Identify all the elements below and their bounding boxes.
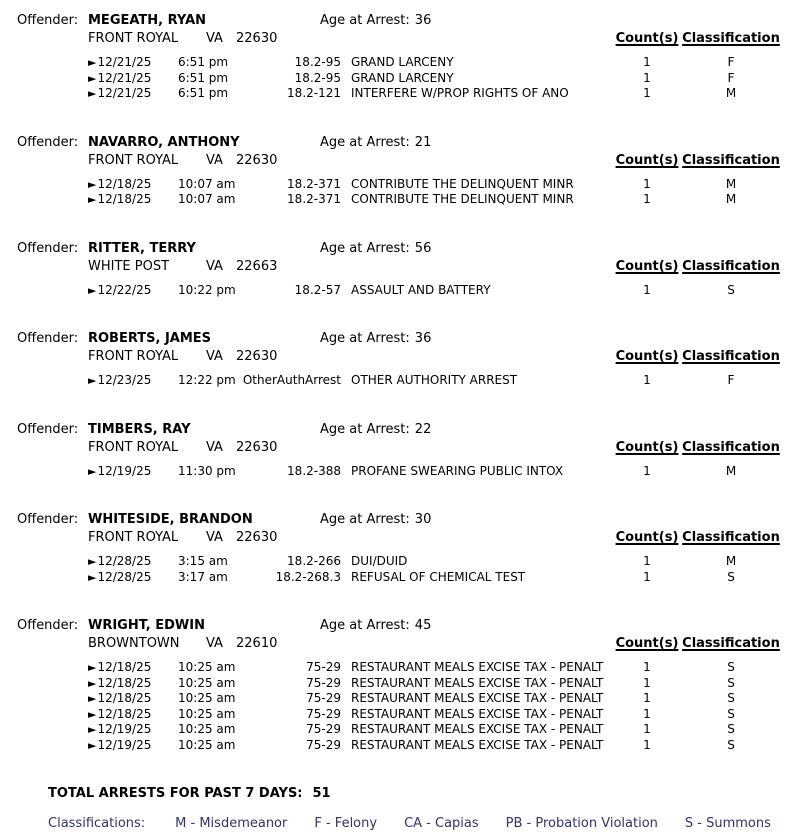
arrest-classification: F xyxy=(727,373,735,387)
offense-code: 18.2-268.3 xyxy=(275,569,341,584)
offense-description: RESTAURANT MEALS EXCISE TAX - PENALT xyxy=(351,691,604,705)
offense-description: GRAND LARCENY xyxy=(351,55,454,69)
arrest-date: 12/19/25 xyxy=(97,463,152,478)
arrest-count: 1 xyxy=(643,569,651,584)
arrest-marker-icon: ► xyxy=(88,56,97,69)
offense-description: ASSAULT AND BATTERY xyxy=(351,282,491,297)
arrest-row xyxy=(0,71,780,87)
arrest-count: 1 xyxy=(643,86,651,100)
arrest-classification: M xyxy=(725,176,737,191)
age-at-arrest-label: Age at Arrest: xyxy=(320,512,410,527)
arrest-marker-icon: ► xyxy=(88,193,97,206)
offense-description: DUI/DUID xyxy=(351,554,408,568)
arrest-date: 12/21/25 xyxy=(97,55,152,69)
offender-city: BROWNTOWN xyxy=(88,636,180,651)
arrest-marker-icon: ► xyxy=(88,738,97,752)
arrest-rows xyxy=(0,177,800,208)
arrest-date: 12/18/25 xyxy=(97,660,152,674)
arrest-date: 12/21/25 xyxy=(97,86,152,100)
arrest-date-cell xyxy=(88,707,170,723)
age-at-arrest-label: Age at Arrest: xyxy=(320,134,410,150)
offender-label: Offender: xyxy=(17,421,79,437)
age-at-arrest-value: 36 xyxy=(414,13,432,28)
arrest-time: 10:25 am xyxy=(178,675,236,690)
arrest-time: 6:51 pm xyxy=(178,55,229,69)
arrest-count: 1 xyxy=(643,722,651,736)
offender-header-line xyxy=(0,512,800,530)
arrest-classification: S xyxy=(727,675,735,690)
total-arrests-label: TOTAL ARRESTS FOR PAST 7 DAYS: xyxy=(48,786,303,801)
arrest-classification: M xyxy=(725,192,737,206)
offender-address-line xyxy=(0,636,780,655)
arrest-classification: F xyxy=(727,55,735,69)
offense-description: REFUSAL OF CHEMICAL TEST xyxy=(351,569,526,584)
arrest-row xyxy=(0,676,780,692)
offender-label: Offender: xyxy=(17,134,79,150)
offense-code: 18.2-371 xyxy=(287,192,341,206)
arrest-marker-icon: ► xyxy=(88,283,97,297)
offender-state: VA xyxy=(206,152,223,168)
offense-description: RESTAURANT MEALS EXCISE TAX - PENALT xyxy=(351,675,604,690)
arrest-date-cell xyxy=(88,86,170,102)
arrest-classification: F xyxy=(727,70,735,85)
arrest-date-cell xyxy=(88,554,170,570)
offender-address-line xyxy=(0,153,780,172)
age-at-arrest-label: Age at Arrest: xyxy=(320,331,410,346)
offender-name: ROBERTS, JAMES xyxy=(88,331,212,346)
arrest-date: 12/18/25 xyxy=(97,675,152,690)
classification-column-header: Classification xyxy=(682,439,780,455)
offense-description: INTERFERE W/PROP RIGHTS OF ANO xyxy=(351,86,569,100)
age-at-arrest-value: 56 xyxy=(414,240,432,256)
arrest-row xyxy=(0,192,780,208)
offense-description: CONTRIBUTE THE DELINQUENT MINR xyxy=(351,192,574,206)
arrest-classification: M xyxy=(725,86,737,100)
arrest-date-cell xyxy=(88,722,170,738)
offender-block xyxy=(0,135,800,208)
arrest-date: 12/18/25 xyxy=(97,706,152,721)
arrest-row xyxy=(0,464,780,480)
arrest-date-cell xyxy=(88,192,170,208)
arrest-classification: S xyxy=(727,660,735,674)
offender-city: FRONT ROYAL xyxy=(88,31,179,46)
offender-name: TIMBERS, RAY xyxy=(88,421,191,437)
offense-description: GRAND LARCENY xyxy=(351,70,454,85)
offense-code: 18.2-57 xyxy=(294,282,341,297)
arrest-row xyxy=(0,373,780,389)
offense-code: OtherAuthArrest xyxy=(242,373,341,387)
arrest-classification: S xyxy=(727,737,735,752)
age-at-arrest-value: 45 xyxy=(414,618,432,633)
offender-header-line xyxy=(0,331,800,349)
legend-item: CA - Capias xyxy=(404,816,479,831)
arrest-marker-icon: ► xyxy=(88,723,97,736)
legend-item: PB - Probation Violation xyxy=(505,816,658,831)
arrest-row xyxy=(0,55,780,71)
arrest-time: 10:25 am xyxy=(178,660,236,674)
counts-column-header: Count(s) xyxy=(615,258,679,274)
arrest-row xyxy=(0,554,780,570)
offense-description: RESTAURANT MEALS EXCISE TAX - PENALT xyxy=(351,722,604,736)
offender-label: Offender: xyxy=(17,240,79,256)
arrest-date-cell xyxy=(88,177,170,193)
arrest-time: 10:25 am xyxy=(178,691,236,705)
counts-column-header: Count(s) xyxy=(615,636,679,651)
arrest-date: 12/18/25 xyxy=(97,691,152,705)
classification-column-header: Classification xyxy=(682,152,780,168)
classification-column-header: Classification xyxy=(682,636,780,651)
arrest-date-cell xyxy=(88,71,170,87)
legend-item: F - Felony xyxy=(314,816,378,831)
arrest-count: 1 xyxy=(643,660,651,674)
arrest-classification: S xyxy=(727,282,735,297)
arrest-date: 12/23/25 xyxy=(97,373,152,387)
offender-zip: 22630 xyxy=(236,439,278,455)
offense-description: RESTAURANT MEALS EXCISE TAX - PENALT xyxy=(351,737,604,752)
arrest-count: 1 xyxy=(643,675,651,690)
arrest-marker-icon: ► xyxy=(88,707,97,721)
arrest-date-cell xyxy=(88,373,170,389)
arrest-count: 1 xyxy=(643,70,651,85)
age-at-arrest-value: 36 xyxy=(414,331,432,346)
offender-block xyxy=(0,331,800,389)
offender-state: VA xyxy=(206,31,223,46)
arrest-classification: S xyxy=(727,706,735,721)
arrest-classification: S xyxy=(727,691,735,705)
arrest-row xyxy=(0,707,780,723)
offender-block xyxy=(0,241,800,299)
total-arrests-value: 51 xyxy=(312,786,331,801)
arrest-row xyxy=(0,691,780,707)
arrest-rows xyxy=(0,554,800,585)
arrest-date-cell xyxy=(88,283,170,299)
age-at-arrest-label: Age at Arrest: xyxy=(320,13,410,28)
offense-description: RESTAURANT MEALS EXCISE TAX - PENALT xyxy=(351,706,604,721)
arrest-row xyxy=(0,738,780,754)
offender-name: NAVARRO, ANTHONY xyxy=(88,134,240,150)
arrest-date-cell xyxy=(88,464,170,480)
arrest-date-cell xyxy=(88,55,170,71)
offender-list xyxy=(0,13,800,753)
offense-description: RESTAURANT MEALS EXCISE TAX - PENALT xyxy=(351,660,604,674)
age-at-arrest-label: Age at Arrest: xyxy=(320,618,410,633)
offender-block xyxy=(0,422,800,480)
offender-state: VA xyxy=(206,636,223,651)
arrest-date: 12/21/25 xyxy=(97,70,152,85)
offender-city: FRONT ROYAL xyxy=(88,530,179,545)
offender-name: WRIGHT, EDWIN xyxy=(88,618,205,633)
arrest-count: 1 xyxy=(643,737,651,752)
offense-code: 75-29 xyxy=(306,737,341,752)
arrest-time: 10:22 pm xyxy=(178,282,236,297)
arrest-date-cell xyxy=(88,676,170,692)
arrest-date-cell xyxy=(88,738,170,754)
age-at-arrest-value: 22 xyxy=(414,421,432,437)
classification-column-header: Classification xyxy=(682,349,780,364)
offense-code: 18.2-266 xyxy=(287,554,341,568)
legend-item: S - Summons xyxy=(684,816,771,831)
offender-state: VA xyxy=(206,258,223,274)
offender-zip: 22630 xyxy=(236,349,278,364)
arrest-rows xyxy=(0,55,800,102)
age-at-arrest-label: Age at Arrest: xyxy=(320,421,410,437)
offender-label: Offender: xyxy=(17,331,79,346)
classification-column-header: Classification xyxy=(682,530,780,545)
arrest-time: 10:07 am xyxy=(178,176,236,191)
classifications-legend xyxy=(48,816,800,834)
offense-code: 75-29 xyxy=(306,706,341,721)
arrest-date: 12/19/25 xyxy=(97,737,152,752)
offender-city: FRONT ROYAL xyxy=(88,439,179,455)
arrest-marker-icon: ► xyxy=(88,374,97,387)
total-arrests-line xyxy=(48,786,800,804)
arrest-time: 12:22 pm xyxy=(178,373,236,387)
offender-header-line xyxy=(0,13,800,31)
arrest-count: 1 xyxy=(643,463,651,478)
legend-item: M - Misdemeanor xyxy=(175,816,288,831)
arrest-time: 10:25 am xyxy=(178,706,236,721)
arrest-marker-icon: ► xyxy=(88,676,97,690)
offender-block xyxy=(0,512,800,585)
arrest-rows xyxy=(0,660,800,753)
arrest-row xyxy=(0,86,780,102)
arrest-count: 1 xyxy=(643,554,651,568)
arrest-time: 10:25 am xyxy=(178,722,236,736)
offense-code: 18.2-95 xyxy=(294,70,341,85)
arrest-count: 1 xyxy=(643,192,651,206)
age-at-arrest-value: 21 xyxy=(414,134,432,150)
arrest-count: 1 xyxy=(643,55,651,69)
counts-column-header: Count(s) xyxy=(615,152,679,168)
arrest-marker-icon: ► xyxy=(88,464,97,478)
offender-zip: 22630 xyxy=(236,530,278,545)
arrest-rows xyxy=(0,464,800,480)
arrest-date-cell xyxy=(88,570,170,586)
offender-state: VA xyxy=(206,530,223,545)
arrest-classification: M xyxy=(725,554,737,568)
age-at-arrest-value: 30 xyxy=(414,512,432,527)
offender-block xyxy=(0,618,800,753)
offender-address-line xyxy=(0,349,780,368)
arrest-row xyxy=(0,177,780,193)
offense-code: 75-29 xyxy=(306,691,341,705)
offender-name: RITTER, TERRY xyxy=(88,240,196,256)
offender-state: VA xyxy=(206,439,223,455)
arrest-row xyxy=(0,570,780,586)
arrest-marker-icon: ► xyxy=(88,661,97,674)
arrest-rows xyxy=(0,283,800,299)
arrest-date: 12/28/25 xyxy=(97,569,152,584)
offender-state: VA xyxy=(206,349,223,364)
counts-column-header: Count(s) xyxy=(615,439,679,455)
offender-header-line xyxy=(0,135,800,153)
arrest-time: 11:30 pm xyxy=(178,463,236,478)
offender-address-line xyxy=(0,530,780,549)
arrest-count: 1 xyxy=(643,706,651,721)
offense-description: OTHER AUTHORITY ARREST xyxy=(351,373,518,387)
arrest-row xyxy=(0,660,780,676)
arrest-count: 1 xyxy=(643,373,651,387)
age-at-arrest-label: Age at Arrest: xyxy=(320,240,410,256)
offender-header-line xyxy=(0,618,800,636)
arrest-marker-icon: ► xyxy=(88,87,97,100)
offender-city: FRONT ROYAL xyxy=(88,152,179,168)
arrest-date: 12/18/25 xyxy=(97,176,152,191)
offender-label: Offender: xyxy=(17,512,79,527)
arrest-count: 1 xyxy=(643,282,651,297)
arrest-time: 6:51 pm xyxy=(178,70,229,85)
arrest-date: 12/19/25 xyxy=(97,722,152,736)
arrest-count: 1 xyxy=(643,691,651,705)
counts-column-header: Count(s) xyxy=(615,349,679,364)
offender-zip: 22610 xyxy=(236,636,278,651)
arrest-date-cell xyxy=(88,660,170,676)
offender-zip: 22630 xyxy=(236,31,278,46)
arrest-marker-icon: ► xyxy=(88,71,97,85)
arrest-row xyxy=(0,722,780,738)
offender-zip: 22663 xyxy=(236,258,278,274)
arrest-date: 12/22/25 xyxy=(97,282,152,297)
offender-zip: 22630 xyxy=(236,152,278,168)
legend-label: Classifications: xyxy=(48,816,146,831)
offender-address-line xyxy=(0,259,780,278)
offender-name: MEGEATH, RYAN xyxy=(88,13,207,28)
offender-header-line xyxy=(0,422,800,440)
offender-name: WHITESIDE, BRANDON xyxy=(88,512,253,527)
arrest-marker-icon: ► xyxy=(88,177,97,191)
arrest-time: 10:07 am xyxy=(178,192,236,206)
arrest-marker-icon: ► xyxy=(88,555,97,568)
arrest-classification: M xyxy=(725,463,737,478)
offender-label: Offender: xyxy=(17,13,79,28)
arrest-classification: S xyxy=(727,722,735,736)
arrest-date: 12/18/25 xyxy=(97,192,152,206)
offender-city: FRONT ROYAL xyxy=(88,349,179,364)
arrest-rows xyxy=(0,373,800,389)
offense-code: 18.2-371 xyxy=(287,176,341,191)
classification-column-header: Classification xyxy=(682,258,780,274)
arrest-date-cell xyxy=(88,691,170,707)
offense-code: 18.2-121 xyxy=(287,86,341,100)
counts-column-header: Count(s) xyxy=(615,530,679,545)
arrest-marker-icon: ► xyxy=(88,570,97,584)
offense-code: 18.2-95 xyxy=(294,55,341,69)
counts-column-header: Count(s) xyxy=(615,31,679,46)
classification-column-header: Classification xyxy=(682,31,780,46)
offense-code: 75-29 xyxy=(306,675,341,690)
offender-label: Offender: xyxy=(17,618,79,633)
offender-header-line xyxy=(0,241,800,259)
arrest-time: 3:15 am xyxy=(178,554,228,568)
arrest-time: 3:17 am xyxy=(178,569,228,584)
offense-code: 75-29 xyxy=(306,660,341,674)
arrest-count: 1 xyxy=(643,176,651,191)
offense-code: 18.2-388 xyxy=(287,463,341,478)
arrest-classification: S xyxy=(727,569,735,584)
arrest-time: 10:25 am xyxy=(178,737,236,752)
arrest-marker-icon: ► xyxy=(88,692,97,705)
offense-description: CONTRIBUTE THE DELINQUENT MINR xyxy=(351,176,574,191)
offender-address-line xyxy=(0,31,780,50)
arrest-time: 6:51 pm xyxy=(178,86,229,100)
offender-city: WHITE POST xyxy=(88,258,170,274)
offender-block xyxy=(0,13,800,102)
offense-description: PROFANE SWEARING PUBLIC INTOX xyxy=(351,463,564,478)
offense-code: 75-29 xyxy=(306,722,341,736)
arrest-date: 12/28/25 xyxy=(97,554,152,568)
offender-address-line xyxy=(0,440,780,459)
arrest-row xyxy=(0,283,780,299)
